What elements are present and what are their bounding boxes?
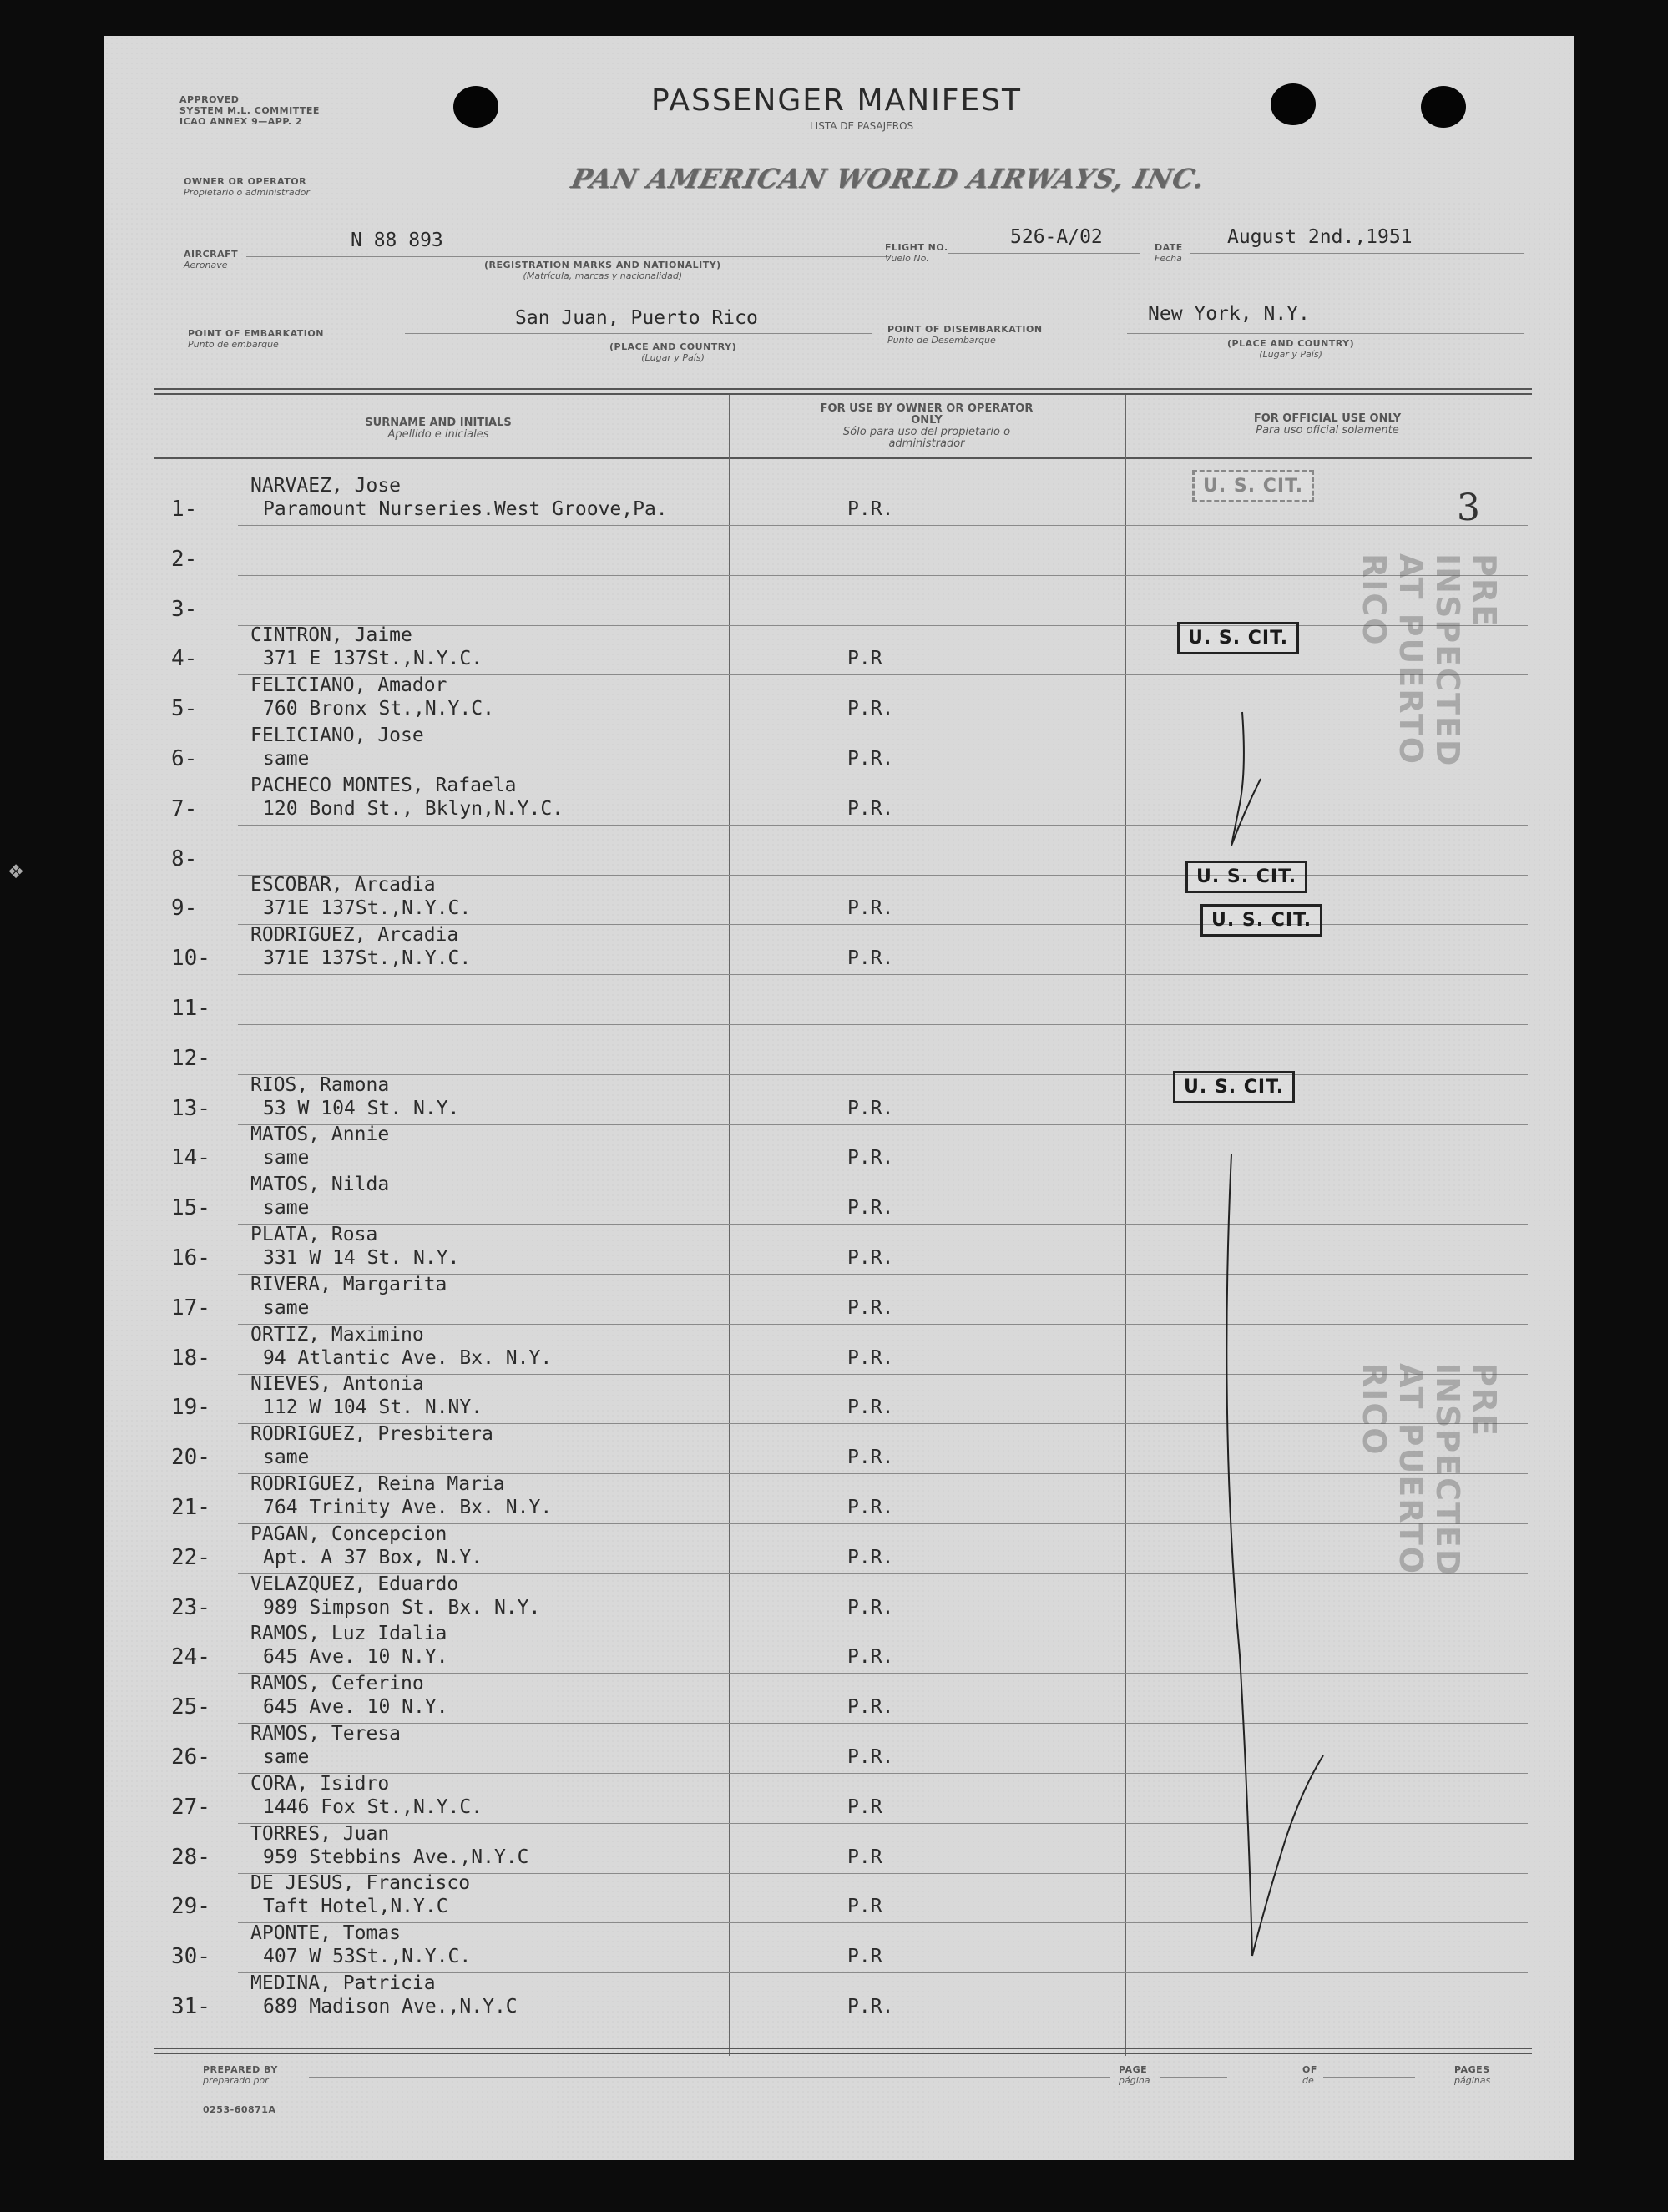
row-number: 27-	[171, 1794, 210, 1820]
row-number: 8-	[171, 846, 198, 871]
passenger-address: 764 Trinity Ave. Bx. N.Y.	[263, 1497, 553, 1518]
passenger-name: RODRIGUEZ, Reina Maria	[250, 1473, 505, 1495]
col-header-surname-text: SURNAME AND INITIALS	[365, 417, 512, 429]
passenger-name: RIOS, Ramona	[250, 1073, 390, 1096]
punch-hole	[453, 86, 498, 128]
passenger-name: PAGAN, Concepcion	[250, 1523, 447, 1545]
of-label-text: OF	[1302, 2064, 1317, 2075]
row-number: 6-	[171, 746, 198, 771]
row-number: 24-	[171, 1644, 210, 1670]
passenger-address: 689 Madison Ave.,N.Y.C	[263, 1996, 518, 2018]
column-divider	[729, 395, 730, 2056]
airline-name: PAN AMERICAN WORLD AIRWAYS, INC.	[568, 163, 1208, 194]
origin-code: P.R.	[847, 1696, 894, 1719]
passenger-address: same	[263, 1447, 310, 1469]
embark-label-es: Punto de embarque	[188, 339, 279, 350]
us-cit-stamp: U. S. CIT.	[1192, 470, 1314, 502]
origin-code: P.R	[847, 1946, 882, 1968]
row-number: 12-	[171, 1045, 210, 1071]
aircraft-underline	[246, 256, 889, 257]
row-rule	[238, 525, 1528, 526]
column-divider	[1125, 395, 1126, 2056]
disembark-value: New York, N.Y.	[1148, 303, 1310, 325]
owner-label	[184, 176, 310, 198]
passenger-address: 371E 137St.,N.Y.C.	[263, 897, 472, 920]
page-label	[1119, 2064, 1150, 2086]
us-cit-stamp: U. S. CIT.	[1173, 1071, 1295, 1103]
pages-label	[1454, 2064, 1490, 2086]
row-number: 29-	[171, 1894, 210, 1920]
origin-code: P.R	[847, 1896, 882, 1918]
origin-code: P.R.	[847, 1396, 894, 1419]
passenger-name: ORTIZ, Maximino	[250, 1323, 424, 1346]
page-title: PASSENGER MANIFEST	[651, 83, 1023, 118]
origin-code: P.R.	[847, 1996, 894, 2018]
origin-code: P.R.	[847, 797, 894, 820]
aircraft-value: N 88 893	[351, 230, 443, 251]
passenger-address: 645 Ave. 10 N.Y.	[263, 1696, 448, 1719]
passenger-address: Apt. A 37 Box, N.Y.	[263, 1546, 483, 1568]
passenger-address: 112 W 104 St. N.NY.	[263, 1396, 483, 1419]
passenger-name: CORA, Isidro	[250, 1772, 390, 1795]
passenger-address: 1446 Fox St.,N.Y.C.	[263, 1795, 483, 1818]
date-label	[1155, 242, 1183, 264]
table-bottom-rule	[154, 2053, 1532, 2054]
col-header-official-text: FOR OFFICIAL USE ONLY	[1253, 412, 1402, 425]
embark-place-note	[609, 341, 736, 363]
row-number: 22-	[171, 1544, 210, 1570]
place-note-es: (Lugar y País)	[641, 352, 705, 363]
row-number: 10-	[171, 946, 210, 972]
row-number: 7-	[171, 795, 198, 821]
row-rule	[238, 625, 1528, 626]
row-number: 1-	[171, 497, 198, 522]
pages-label-es: páginas	[1454, 2075, 1491, 2086]
row-number: 21-	[171, 1495, 210, 1520]
passenger-name: TORRES, Juan	[250, 1822, 390, 1845]
origin-code: P.R	[847, 1846, 882, 1868]
passenger-name: VELAZQUEZ, Eduardo	[250, 1573, 459, 1595]
origin-code: P.R.	[847, 698, 894, 720]
passenger-name: FELICIANO, Amador	[250, 674, 447, 697]
passenger-address: 989 Simpson St. Bx. N.Y.	[263, 1596, 541, 1619]
row-number: 15-	[171, 1195, 210, 1221]
passenger-name: APONTE, Tomas	[250, 1922, 402, 1945]
origin-code: P.R.	[847, 1596, 894, 1619]
approval-line: APPROVED	[179, 94, 240, 105]
row-number: 13-	[171, 1095, 210, 1121]
origin-code: P.R.	[847, 1447, 894, 1469]
col-header-official-es: Para uso oficial solamente	[1256, 424, 1399, 437]
passenger-name: CINTRON, Jaime	[250, 624, 412, 647]
origin-code: P.R.	[847, 1197, 894, 1220]
origin-code: P.R	[847, 648, 882, 670]
origin-code: P.R.	[847, 748, 894, 770]
row-number: 31-	[171, 1994, 210, 2019]
place-note-text: (PLACE AND COUNTRY)	[1227, 338, 1355, 349]
registration-note	[484, 260, 721, 281]
row-number: 19-	[171, 1395, 210, 1421]
table-bottom-rule	[154, 2048, 1532, 2049]
origin-code: P.R.	[847, 1497, 894, 1518]
passenger-name: NARVAEZ, Jose	[250, 475, 402, 497]
row-number: 2-	[171, 546, 198, 572]
place-note-text: (PLACE AND COUNTRY)	[609, 341, 737, 352]
origin-code: P.R.	[847, 1546, 894, 1568]
passenger-address: same	[263, 1197, 310, 1220]
prepared-by-label	[203, 2064, 278, 2086]
us-cit-stamp: U. S. CIT.	[1177, 622, 1299, 654]
passenger-name: FELICIANO, Jose	[250, 725, 424, 746]
page-subtitle: LISTA DE PASAJEROS	[810, 120, 914, 132]
origin-code: P.R.	[847, 947, 894, 970]
embark-underline	[405, 333, 872, 334]
of-label	[1302, 2064, 1317, 2086]
row-number: 23-	[171, 1594, 210, 1620]
passenger-address: 760 Bronx St.,N.Y.C.	[263, 698, 494, 720]
row-number: 26-	[171, 1745, 210, 1770]
origin-code: P.R.	[847, 1296, 894, 1319]
pre-inspected-stamp: PRE INSPECTED AT PUERTO RICO	[1356, 553, 1503, 768]
origin-code: P.R.	[847, 897, 894, 920]
passenger-address: Taft Hotel,N.Y.C	[263, 1896, 448, 1918]
passenger-address: same	[263, 1147, 310, 1169]
owner-label-text: OWNER OR OPERATOR	[184, 176, 307, 187]
embark-label	[188, 328, 324, 350]
approval-line: SYSTEM M.L. COMMITTEE	[179, 105, 320, 116]
col-header-owner-use	[806, 403, 1048, 450]
row-number: 28-	[171, 1844, 210, 1870]
page-underline	[1160, 2077, 1227, 2078]
approval-block	[179, 94, 320, 127]
col-header-owner-es: Sólo para uso del propietario o administrador	[842, 426, 1011, 450]
passenger-name: NIEVES, Antonia	[250, 1373, 424, 1396]
passenger-name: MATOS, Nilda	[250, 1174, 390, 1196]
prepared-label-text: PREPARED BY	[203, 2064, 278, 2075]
date-value: August 2nd.,1951	[1227, 226, 1413, 248]
passenger-name: MEDINA, Patricia	[250, 1972, 436, 1994]
row-number: 14-	[171, 1145, 210, 1171]
table-top-rule	[154, 393, 1532, 395]
passenger-address: 94 Atlantic Ave. Bx. N.Y.	[263, 1346, 553, 1369]
origin-code: P.R.	[847, 498, 894, 520]
row-number: 9-	[171, 896, 198, 922]
embark-value: San Juan, Puerto Rico	[515, 307, 758, 329]
owner-label-es: Propietario o administrador	[184, 187, 310, 198]
embark-label-text: POINT OF EMBARKATION	[188, 328, 324, 339]
passenger-address: 959 Stebbins Ave.,N.Y.C	[263, 1846, 529, 1868]
passenger-address: 371E 137St.,N.Y.C.	[263, 947, 472, 970]
passenger-address: 645 Ave. 10 N.Y.	[263, 1646, 448, 1669]
passenger-name: DE JESUS, Francisco	[250, 1872, 471, 1895]
aircraft-label	[184, 249, 238, 270]
punch-hole	[1421, 86, 1466, 128]
us-cit-stamp: U. S. CIT.	[1200, 904, 1322, 937]
page-label-es: página	[1119, 2075, 1150, 2086]
flight-label	[885, 242, 948, 264]
row-number: 11-	[171, 996, 210, 1021]
approval-line: ICAO ANNEX 9—APP. 2	[179, 116, 303, 127]
registration-note-es: (Matrícula, marcas y nacionalidad)	[523, 270, 683, 281]
aircraft-label-text: AIRCRAFT	[184, 249, 239, 260]
flight-label-text: FLIGHT NO.	[885, 242, 948, 253]
row-rule	[238, 575, 1528, 576]
of-label-es: de	[1302, 2075, 1314, 2086]
edge-smudge: ❖	[8, 856, 24, 885]
passenger-address: 407 W 53St.,N.Y.C.	[263, 1946, 472, 1968]
origin-code: P.R	[847, 1795, 882, 1818]
row-number: 4-	[171, 646, 198, 672]
row-number: 25-	[171, 1694, 210, 1720]
row-number: 20-	[171, 1445, 210, 1471]
row-number: 18-	[171, 1345, 210, 1371]
flight-value: 526-A/02	[1010, 226, 1103, 248]
flight-label-es: Vuelo No.	[885, 253, 929, 264]
col-header-surname	[238, 417, 639, 441]
check-marks	[1140, 670, 1524, 2006]
disembark-underline	[1127, 333, 1524, 334]
punch-hole	[1271, 83, 1316, 125]
page-mark: 3	[1457, 487, 1480, 529]
passenger-address: 53 W 104 St. N.Y.	[263, 1097, 460, 1119]
of-underline	[1323, 2077, 1415, 2078]
disembark-label	[887, 324, 1043, 346]
passenger-name: PACHECO MONTES, Rafaela	[250, 774, 517, 796]
origin-code: P.R.	[847, 1646, 894, 1669]
us-cit-stamp: U. S. CIT.	[1185, 861, 1307, 893]
manifest-page	[104, 36, 1574, 2160]
disembark-label-text: POINT OF DISEMBARKATION	[887, 324, 1043, 335]
passenger-name: ESCOBAR, Arcadia	[250, 874, 436, 896]
page-label-text: PAGE	[1119, 2064, 1148, 2075]
check-mark	[1226, 1154, 1323, 1956]
passenger-name: RODRIGUEZ, Arcadia	[250, 924, 459, 947]
col-header-owner-text: FOR USE BY OWNER OR OPERATOR ONLY	[820, 402, 1034, 427]
check-mark	[1231, 712, 1261, 846]
date-label-es: Fecha	[1155, 253, 1182, 264]
passenger-name: MATOS, Annie	[250, 1124, 390, 1146]
passenger-name: RIVERA, Margarita	[250, 1273, 447, 1295]
row-number: 3-	[171, 596, 198, 622]
passenger-name: PLATA, Rosa	[250, 1224, 378, 1245]
registration-note-text: (REGISTRATION MARKS AND NATIONALITY)	[484, 260, 721, 270]
table-top-rule	[154, 388, 1532, 390]
origin-code: P.R.	[847, 1147, 894, 1169]
date-label-text: DATE	[1155, 242, 1183, 253]
origin-code: P.R.	[847, 1346, 894, 1369]
passenger-name: RAMOS, Ceferino	[250, 1673, 424, 1695]
passenger-name: RAMOS, Luz Idalia	[250, 1623, 447, 1645]
passenger-address: same	[263, 748, 310, 770]
row-number: 30-	[171, 1944, 210, 1970]
passenger-address: same	[263, 1746, 310, 1768]
passenger-address: 120 Bond St., Bklyn,N.Y.C.	[263, 797, 564, 820]
passenger-address: 331 W 14 St. N.Y.	[263, 1247, 460, 1269]
date-underline	[1190, 253, 1524, 254]
origin-code: P.R.	[847, 1097, 894, 1119]
prepared-by-underline	[309, 2077, 1110, 2078]
row-number: 5-	[171, 696, 198, 722]
passenger-name: RODRIGUEZ, Presbitera	[250, 1423, 493, 1446]
disembark-label-es: Punto de Desembarque	[887, 335, 996, 346]
row-number: 16-	[171, 1245, 210, 1270]
passenger-address: same	[263, 1296, 310, 1319]
origin-code: P.R.	[847, 1247, 894, 1269]
row-number: 17-	[171, 1295, 210, 1321]
col-header-official-use	[1190, 413, 1465, 437]
passenger-name: RAMOS, Teresa	[250, 1723, 402, 1745]
form-number: 0253-60871A	[203, 2104, 276, 2115]
flight-underline	[948, 253, 1140, 254]
col-header-surname-es: Apellido e iniciales	[387, 428, 489, 441]
place-note-es: (Lugar y País)	[1259, 349, 1322, 360]
pages-label-text: PAGES	[1454, 2064, 1490, 2075]
passenger-address: Paramount Nurseries.West Groove,Pa.	[263, 498, 668, 520]
header-rule	[154, 457, 1532, 459]
passenger-address: 371 E 137St.,N.Y.C.	[263, 648, 483, 670]
aircraft-label-es: Aeronave	[184, 260, 228, 270]
prepared-label-es: preparado por	[203, 2075, 269, 2086]
origin-code: P.R.	[847, 1746, 894, 1768]
pre-inspected-stamp: PRE INSPECTED AT PUERTO RICO	[1356, 1363, 1503, 1578]
disembark-place-note	[1227, 338, 1354, 360]
